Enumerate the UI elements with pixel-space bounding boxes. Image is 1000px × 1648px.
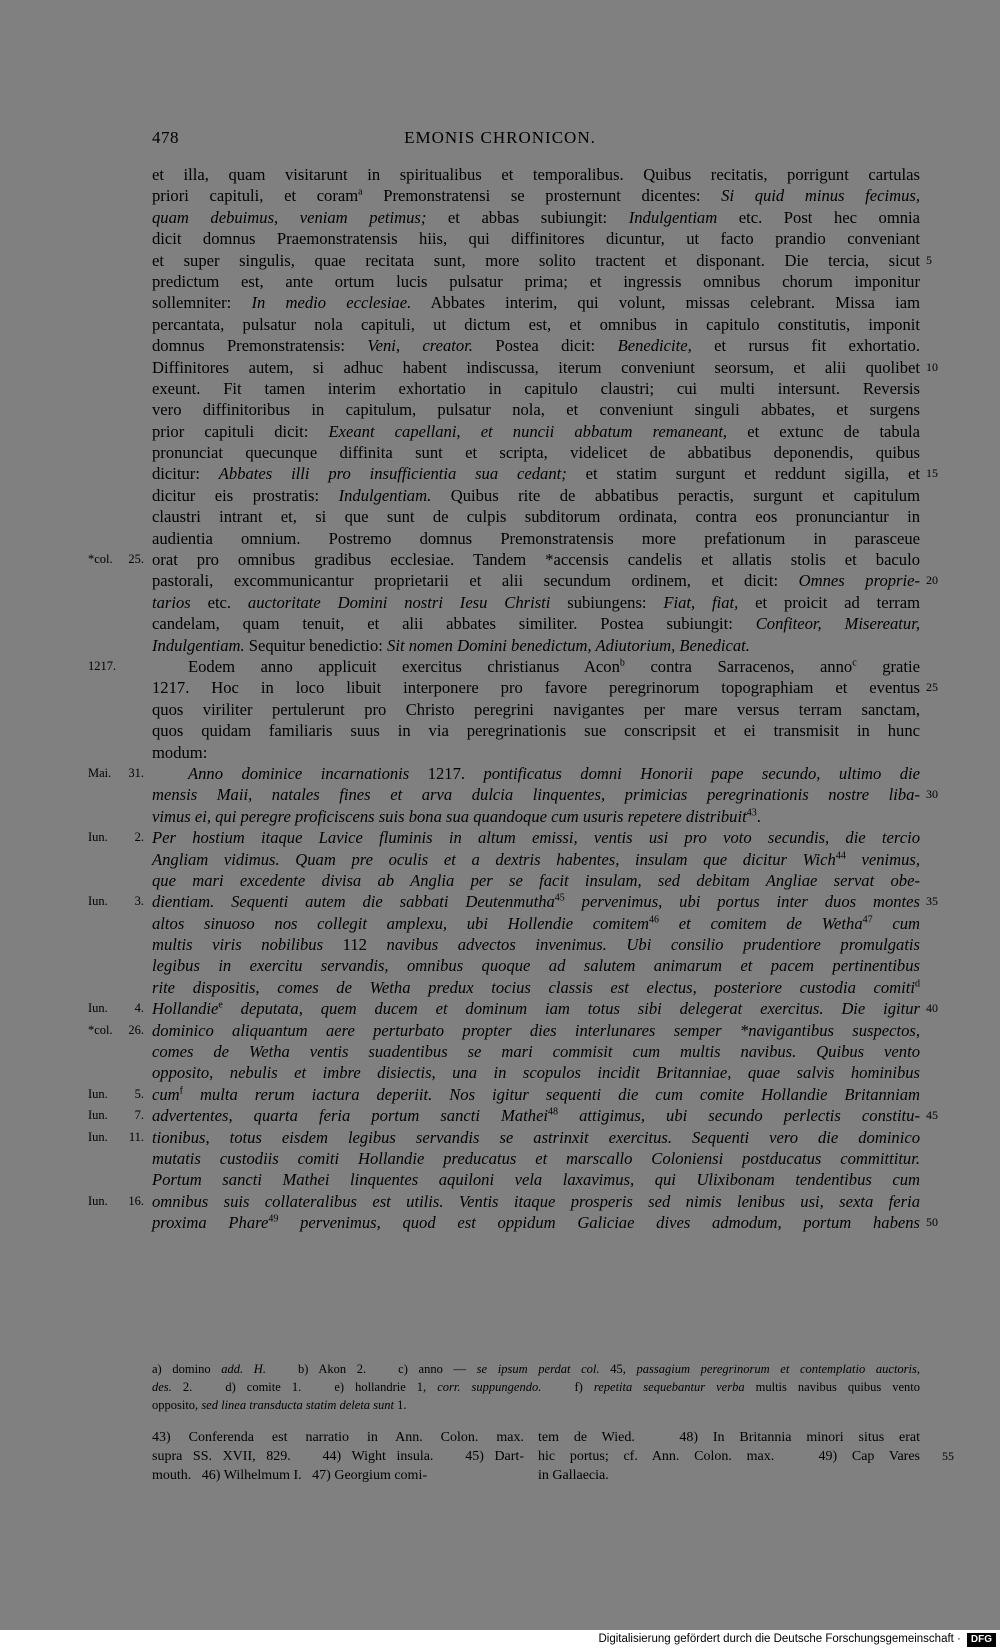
line-number: 20 xyxy=(926,573,938,588)
text-line xyxy=(152,913,920,934)
line-text: Hollandie$^e$ deputata, quem ducem et dominum iam totus sibi delegerat exercitus. Die igitur xyxy=(152,999,920,1019)
line-text: omnibus suis collateralibus est utilis. Ventis itaque prosperis sed nimis lenibus usi, sexta feria xyxy=(152,1191,920,1211)
running-title: EMONIS CHRONICON. xyxy=(404,128,596,147)
text-line xyxy=(152,806,920,827)
line-text: proxima Phare$^{49}$ pervenimus, quod est oppidum Galiciae dives admodum, portum habens xyxy=(152,1213,920,1233)
line-text: Eodem anno applicuit exercitus christianus Acon$^b$ contra Sarracenos, anno$^c$ gratie xyxy=(188,656,920,676)
page-number: 478 xyxy=(152,128,179,147)
line-text: multis viris nobilibus 112 navibus advectos invenimus. Ubi consilio prudentiore promulgatis xyxy=(152,935,921,955)
line-text: orat pro omnibus gradibus ecclesiae. Tandem *accensis candelis et allatis stolis et baculo xyxy=(152,550,920,570)
line-number: 30 xyxy=(926,787,938,802)
margin-note: Iun. 2. xyxy=(88,830,144,845)
margin-note: 1217. xyxy=(88,658,117,673)
line-text: pronunciat quecunque diffinita sunt et scripta, videlicet de abbatibus deponendis, quibus xyxy=(152,443,920,463)
text-line xyxy=(152,421,920,442)
footnotes-left-column xyxy=(152,1428,524,1485)
text-line xyxy=(88,1084,920,1105)
text-line xyxy=(152,1148,920,1169)
line-text: prior capituli dicit: Exeant capellani, et nuncii abbatum remaneant, et extunc de tabula xyxy=(152,421,920,441)
running-header xyxy=(0,128,1000,152)
apparatus-line: des. 2. d) comite 1. e) hollandrie 1, corr. suppungendo. f) repetita sequebantur verba multis navibus quibus vento xyxy=(152,1380,921,1394)
line-number: 35 xyxy=(926,894,938,909)
text-line xyxy=(152,314,920,335)
footnote-line: hic portus; cf. Ann. Colon. max. 49) Cap Vares xyxy=(538,1449,920,1464)
footnote-line: 43) Conferenda est narratio in Ann. Colon. max. xyxy=(152,1430,524,1445)
text-line xyxy=(88,1127,920,1148)
text-line xyxy=(88,656,920,677)
margin-note: Iun. 7. xyxy=(88,1108,144,1123)
line-text: predictum est, ante ortum lucis pulsatur prima; et ingressis omnibus chorum imponitur xyxy=(152,271,920,291)
text-line xyxy=(152,506,920,527)
text-line xyxy=(88,1191,920,1212)
text-line xyxy=(152,849,920,870)
text-line xyxy=(152,870,920,891)
margin-note: Iun. 3. xyxy=(88,894,144,909)
text-line xyxy=(88,827,920,848)
footnotes-right-column xyxy=(538,1428,954,1485)
margin-note: Iun. 16. xyxy=(88,1193,144,1208)
line-text: pastorali, excommunicantur proprietarii et alii secundum ordinem, et dicit: Omnes proprie- xyxy=(152,571,920,591)
line-text: vimus ei, qui peregre proficiscens suis bona sua quandoque cum usuris repetere distribuit$^{43}$. xyxy=(152,806,761,826)
line-text: altos sinuoso nos collegit amplexu, ubi Hollendie comitem$^{46}$ et comitem de Wetha$^{47}$ cum xyxy=(152,913,920,933)
line-text: 1217. Hoc in loco libuit interponere pro favore peregrinorum topographiam et eventus xyxy=(152,678,920,698)
critical-apparatus xyxy=(152,1360,920,1414)
line-text: legibus in exercitu servandis, omnibus quoque ad salutem animarum et pacem pertinentibus xyxy=(152,956,920,976)
line-text: exeunt. Fit tamen interim exhortatio in capitulo claustri; cui multi intersunt. Reversis xyxy=(152,378,920,398)
line-text: quos viriliter pertulerunt pro Christo peregrini navigantes per mare versus terram sanctam, xyxy=(152,699,920,719)
line-text: quam debuimus, veniam petimus; et abbas subiungit: Indulgentiam etc. Post hec omnia xyxy=(152,207,921,227)
text-line xyxy=(152,1169,920,1190)
text-line xyxy=(152,250,932,271)
line-text: dicitur eis prostratis: Indulgentiam. Quibus rite de abbatibus peractis, surgunt et capitulum xyxy=(152,485,921,505)
text-line xyxy=(88,998,938,1019)
line-number: 25 xyxy=(926,680,938,695)
text-line xyxy=(152,292,920,313)
line-text: Indulgentiam. Sequitur benedictio: Sit nomen Domini benedictum, Adiutorium, Benedicat. xyxy=(152,635,750,655)
line-text: Diffinitores autem, si adhuc habent indiscussa, iterum conveniunt seorsum, et alii quolibet xyxy=(152,357,920,377)
text-line xyxy=(152,357,938,378)
text-line xyxy=(152,442,920,463)
line-number: 50 xyxy=(926,1215,938,1230)
line-text: candelam, quam tenuit, et alii abbates similiter. Postea subiungit: Confiteor, Misereatur, xyxy=(152,614,920,634)
line-number: 45 xyxy=(926,1108,938,1123)
line-text: priori capituli, et coram$^a$ Premonstratensi se prosternunt dicentes: Si quid minus fecimus, xyxy=(152,186,920,206)
text-line xyxy=(88,763,921,784)
footnote-line: in Gallaecia. xyxy=(538,1468,609,1483)
text-line xyxy=(152,977,920,998)
line-number: 15 xyxy=(926,466,938,481)
text-line xyxy=(152,335,920,356)
line-text: dicit domnus Praemonstratensis hiis, qui diffinitores dicuntur, ut facto prandio conveniant xyxy=(152,229,920,249)
line-text: dicitur: Abbates illi pro insufficientia sua cedant; et statim surgunt et reddunt sigilla, et xyxy=(152,464,920,484)
text-line xyxy=(152,271,920,292)
line-text: et illa, quam visitarunt in spiritualibus et temporalibus. Quibus recitatis, porrigunt cartulas xyxy=(152,165,920,184)
line-text: et super singulis, quae recitata sunt, more solito tractent et disponant. Die tercia, sicut xyxy=(152,250,920,270)
line-text: domnus Premonstratensis: Veni, creator. Postea dicit: Benedicite, et rursus fit exhortatio. xyxy=(152,336,920,356)
line-text: Per hostium itaque Lavice fluminis in altum emissi, ventis usi pro voto secundis, die tercio xyxy=(152,828,920,848)
digitization-footer xyxy=(0,1630,1000,1648)
text-line xyxy=(152,955,920,976)
line-number: 40 xyxy=(926,1001,938,1016)
margin-note: *col. 25. xyxy=(88,552,144,567)
text-line xyxy=(152,677,938,698)
line-text: Angliam vidimus. Quam pre oculis et a dextris habentes, insulam que dicitur Wich$^{44}$ venimus, xyxy=(152,849,920,869)
line-text: dientiam. Sequenti autem die sabbati Deutenmutha$^{45}$ pervenimus, ubi portus inter duos montes xyxy=(152,892,920,912)
line-text: sollemniter: In medio ecclesiae. Abbates interim, qui volunt, missas celebrant. Missa iam xyxy=(152,293,920,313)
footnote-line: tem de Wied. 48) In Britannia minori situs erat xyxy=(538,1430,920,1445)
line-number: 55 xyxy=(942,1449,954,1463)
margin-note: Iun. 5. xyxy=(88,1086,144,1101)
apparatus-line: a) domino add. H. b) Akon 2. c) anno — se ipsum perdat col. 45, passagium peregrinorum et contemplatio auctoris, xyxy=(152,1362,921,1376)
text-line xyxy=(88,549,920,570)
line-text: comes de Wetha ventis suadentibus se mari commisit cum multis navibus. Quibus vento xyxy=(152,1042,920,1062)
footnote-line: mouth. 46) Wilhelmum I. 47) Georgium comi- xyxy=(152,1468,427,1483)
text-line xyxy=(152,720,920,741)
main-text xyxy=(88,164,938,1234)
text-line xyxy=(88,891,938,912)
line-text: que mari excedente divisa ab Anglia per se facit insulam, sed debitam Angliae servat obe- xyxy=(152,870,920,890)
text-line xyxy=(152,1041,920,1062)
footnote-line: supra SS. XVII, 829. 44) Wight insula. 45) Dart- xyxy=(152,1449,524,1464)
text-line xyxy=(152,164,920,185)
text-line xyxy=(152,1062,920,1083)
line-text: mutatis custodiis comiti Hollandie preducatus et marscallo Coloniensi postducatus committitur. xyxy=(152,1148,920,1168)
margin-note: Mai. 31. xyxy=(88,765,144,780)
text-line xyxy=(152,613,920,634)
text-line xyxy=(152,1212,938,1233)
line-text: vero diffinitoribus in capitulum, pulsatur nola, et conveniunt singuli abbates, et surgens xyxy=(152,400,920,420)
text-line xyxy=(152,185,920,206)
line-text: advertentes, quarta feria portum sancti Mathei$^{48}$ attigimus, ubi secundo perlectis constitu- xyxy=(152,1106,920,1126)
line-text: quos quidam familiaris suus in via peregrinationis sue conscripsit et ei transmisit in hunc xyxy=(152,721,920,741)
line-number: 10 xyxy=(926,359,938,374)
line-text: mensis Maii, natales fines et arva dulcia linquentes, primicias peregrinationis nostre liba- xyxy=(152,785,920,805)
text-line xyxy=(152,635,920,656)
line-text: percantata, pulsatur nola capituli, ut dictum est, et omnibus in capitulo constitutis, imponit xyxy=(152,314,920,334)
text-line xyxy=(152,934,920,955)
line-text: claustri intrant et, si que sunt de culpis subditorum ordinata, contra eos pronunciantur in xyxy=(152,507,920,527)
footer-text: Digitalisierung gefördert durch die Deutsche Forschungsgemeinschaft · xyxy=(598,1633,961,1645)
text-line xyxy=(88,1105,938,1126)
line-text: rite dispositis, comes de Wetha predux tocius classis est electus, posteriore custodia comiti$^d$ xyxy=(152,977,920,997)
text-line xyxy=(152,228,920,249)
text-line xyxy=(152,399,920,420)
line-number: 5 xyxy=(926,252,932,267)
text-line xyxy=(152,207,920,228)
margin-note: Iun. 11. xyxy=(88,1129,144,1144)
line-text: modum: xyxy=(152,742,208,762)
margin-note: *col. 26. xyxy=(88,1022,144,1037)
line-text: Anno dominice incarnationis 1217. pontificatus domni Honorii pape secundo, ultimo die xyxy=(188,763,921,783)
text-line xyxy=(152,784,938,805)
line-text: dominico aliquantum aere perturbato propter dies interlunares semper *navigantibus suspectos, xyxy=(152,1020,920,1040)
text-line xyxy=(152,699,920,720)
apparatus-line: opposito, sed linea transducta statim deleta sunt 1. xyxy=(152,1398,407,1412)
line-text: tionibus, totus eisdem legibus servandis se astrinxit exercitus. Sequenti vero die dominico xyxy=(152,1127,920,1147)
text-line xyxy=(152,463,938,484)
line-text: opposito, nebulis et imbre disiectis, una in scopulos incidit Britanniae, quae salvis hominibus xyxy=(152,1063,920,1083)
text-line xyxy=(152,592,920,613)
line-text: audientia omnium. Postremo domnus Premonstratensis more prefationum in parasceue xyxy=(152,528,920,548)
line-text: tarios etc. auctoritate Domini nostri Iesu Christi subiungens: Fiat, fiat, et proicit ad terram xyxy=(152,592,920,612)
text-line xyxy=(88,1020,920,1041)
line-text: Portum sancti Mathei linquentes aquiloni vela laxavimus, qui Ulixibonam tendentibus cum xyxy=(152,1170,920,1190)
margin-note: Iun. 4. xyxy=(88,1001,144,1016)
text-line xyxy=(152,570,938,591)
text-line xyxy=(152,528,920,549)
line-text: cum$^f$ multa rerum iactura deperiit. Nos igitur sequenti die cum comite Hollandie Britanniam xyxy=(152,1084,920,1104)
text-line xyxy=(152,378,920,399)
dfg-logo: DFG xyxy=(967,1633,996,1647)
text-line xyxy=(152,485,920,506)
text-line xyxy=(152,742,920,763)
